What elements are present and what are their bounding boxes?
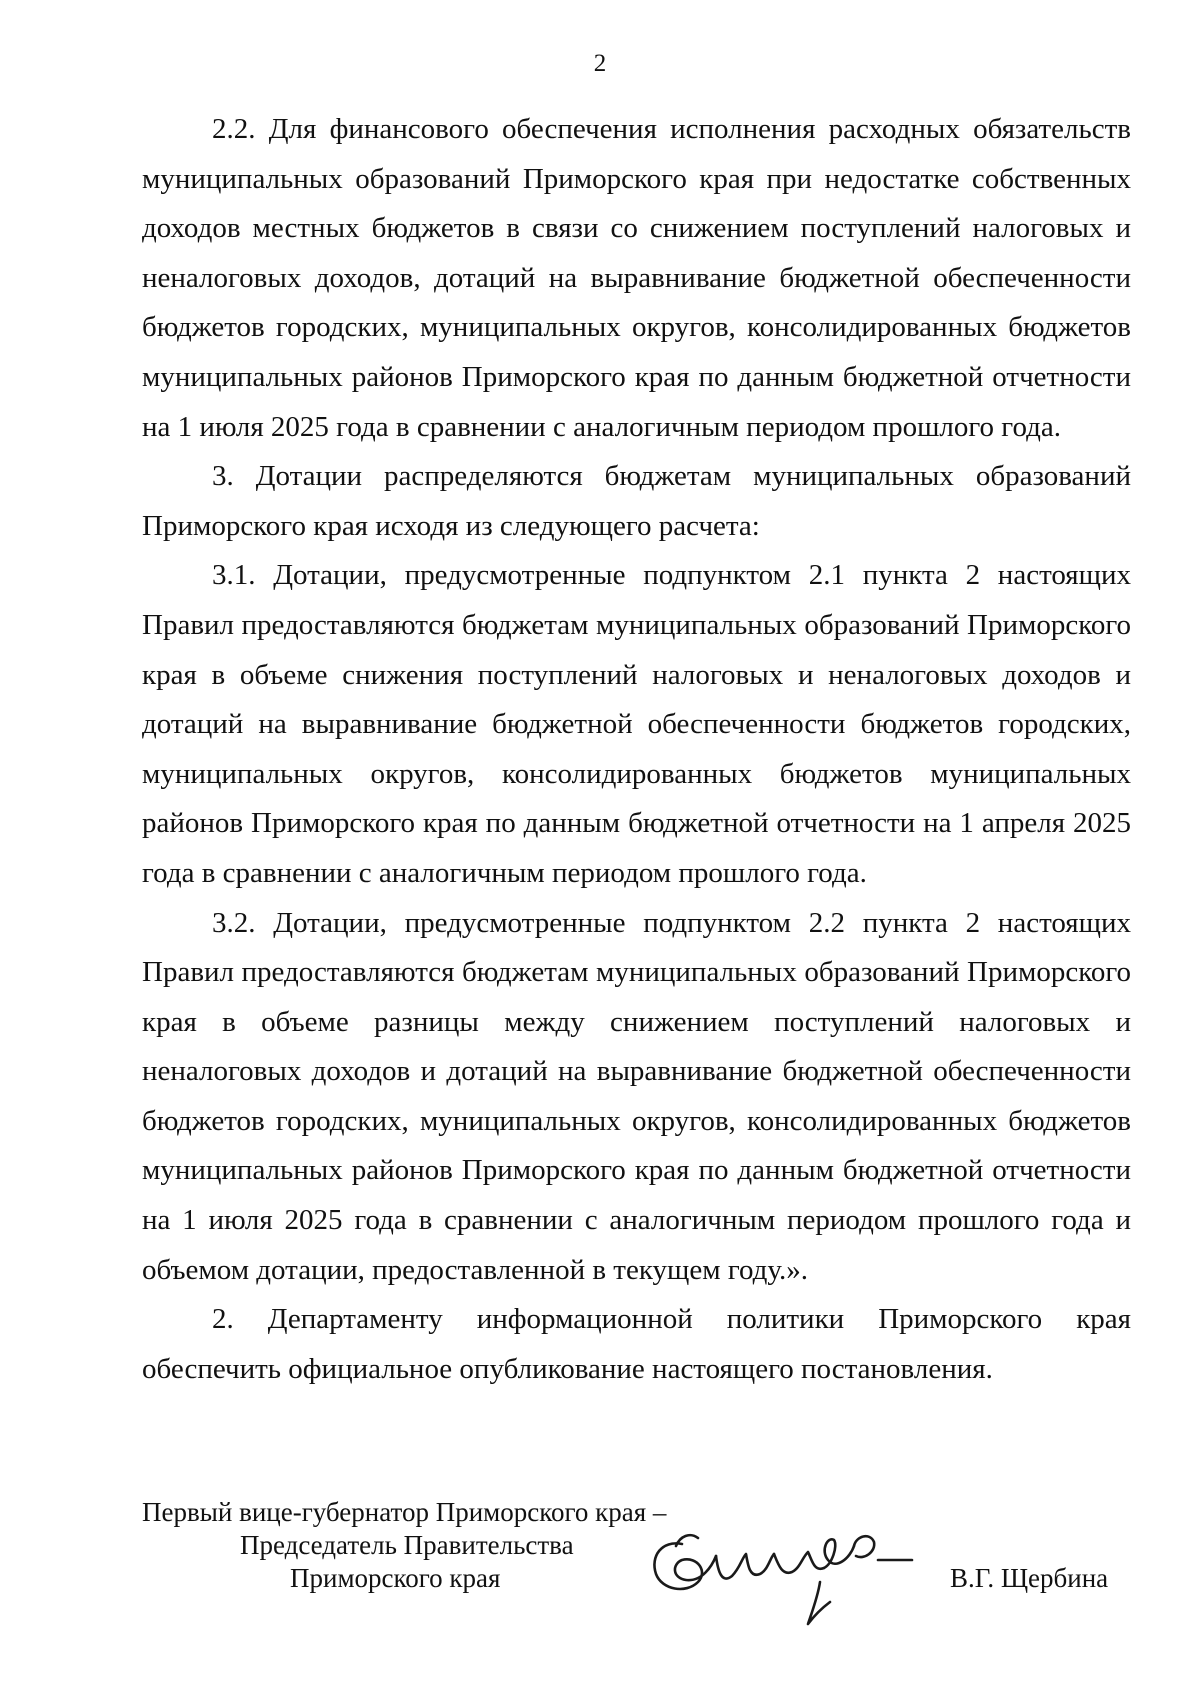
paragraph-item-2: 2. Департаменту информационной политики Приморского края обеспечить официальное опубликование настоящего постановления. — [142, 1303, 1131, 1385]
paragraph-3-1: 3.1. Дотации, предусмотренные подпунктом 2.1 пункта 2 настоящих Правил предоставляются бюджетам муниципальных образований Приморского края в объеме снижения поступлений налоговых и неналоговых доходов и дотаций на выравнивание бюджетной обеспеченности бюджетов городских, муниципальных округов, консолидированных бюджетов муниципальных районов Приморского края по данным бюджетной отчетности на 1 апреля 2025 года в сравнении с аналогичным периодом прошлого года. — [142, 559, 1131, 889]
paragraph-3-2: 3.2. Дотации, предусмотренные подпунктом 2.2 пункта 2 настоящих Правил предоставляются бюджетам муниципальных образований Приморского края в объеме разницы между снижением поступлений налоговых и неналоговых доходов и дотаций на выравнивание бюджетной обеспеченности бюджетов городских, муниципальных округов, консолидированных бюджетов муниципальных районов Приморского края по данным бюджетной отчетности на 1 июля 2025 года в сравнении с аналогичным периодом прошлого года и объемом дотации, предоставленной в текущем году.». — [142, 906, 1131, 1286]
document-body — [142, 105, 1131, 1394]
handwritten-signature — [642, 1516, 922, 1636]
page-number: 2 — [593, 50, 607, 77]
signatory-title-line2: Председатель Правительства — [240, 1530, 574, 1560]
signatory-title-line3: Приморского края — [290, 1563, 501, 1593]
paragraph-2-2: 2.2. Для финансового обеспечения исполнения расходных обязательств муниципальных образований Приморского края при недостатке собственных доходов местных бюджетов в связи со снижением поступлений налоговых и неналоговых доходов, дотаций на выравнивание бюджетной обеспеченности бюджетов городских, муниципальных округов, консолидированных бюджетов муниципальных районов Приморского края по данным бюджетной отчетности на 1 июля 2025 года в сравнении с аналогичным периодом прошлого года. — [142, 113, 1131, 443]
signatory-title-line1: Первый вице-губернатор Приморского края – — [142, 1497, 667, 1527]
signatory-name: В.Г. Щербина — [950, 1563, 1109, 1593]
paragraph-3: 3. Дотации распределяются бюджетам муниципальных образований Приморского края исходя из следующего расчета: — [142, 460, 1131, 542]
signature-block — [142, 1496, 1132, 1636]
